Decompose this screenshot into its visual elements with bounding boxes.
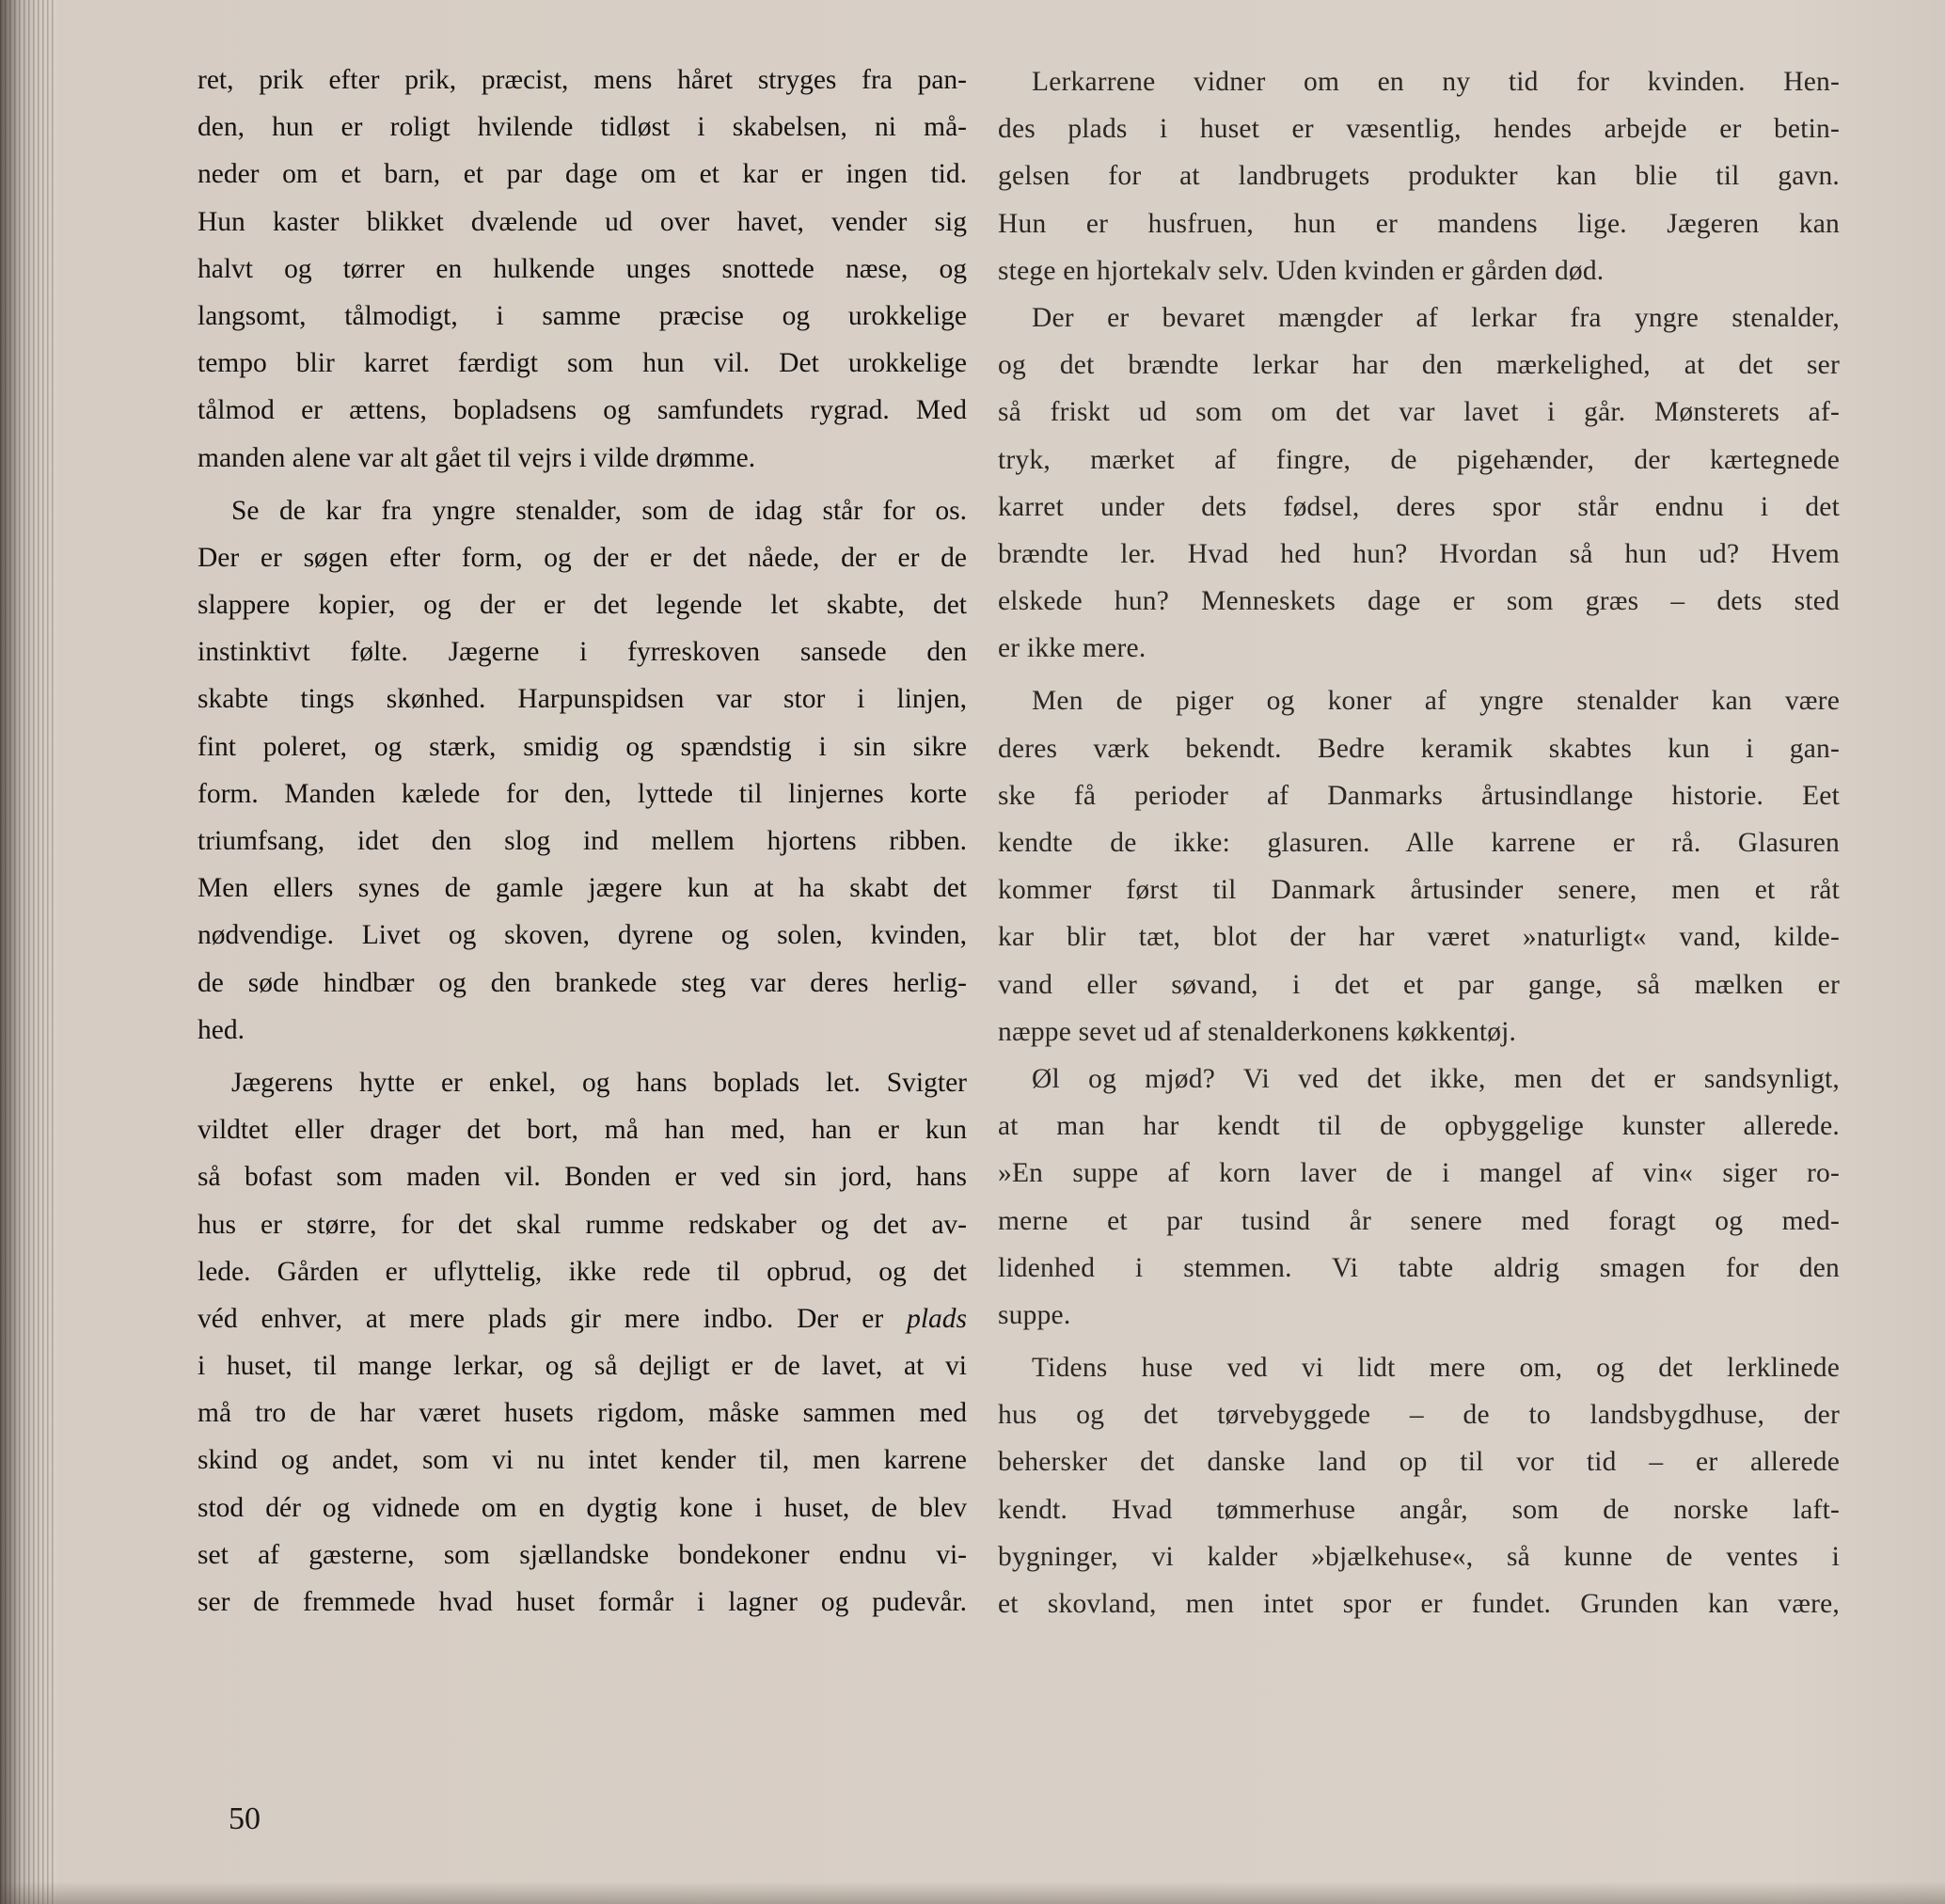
text-line: Tidens huse ved vi lidt mere om, og det lerklinede <box>1032 1353 1840 1384</box>
text-line: halvt og tørrer en hulkende unges snottede næse, og <box>198 253 967 284</box>
text-line: neder om et barn, et par dage om et kar er ingen tid. <box>198 159 967 190</box>
text-line: nødvendige. Livet og skoven, dyrene og solen, kvinden, <box>198 920 967 951</box>
text-line: manden alene var alt gået til vejrs i vilde drømme. <box>198 442 756 473</box>
text-line: stege en hjortekalv selv. Uden kvinden er gården død. <box>998 255 1605 286</box>
text-line: næppe sevet ud af stenalderkonens køkkentøj. <box>998 1016 1517 1047</box>
text-line: hed. <box>198 1014 245 1045</box>
text-line: ske få perioder af Danmarks årtusindlange historie. Eet <box>998 780 1840 811</box>
text-line-with-italic <box>198 1295 967 1342</box>
text-line: i huset, til mange lerkar, og så dejligt er de lavet, at vi <box>198 1351 967 1382</box>
text-line: så bofast som maden vil. Bonden er ved sin jord, hans <box>198 1162 967 1193</box>
text-line: tryk, mærket af fingre, de pigehænder, der kærtegnede <box>998 444 1840 475</box>
text-line: tålmod er ættens, bopladsens og samfundets rygrad. Med <box>198 395 967 426</box>
text-line: lede. Gården er uflyttelig, ikke rede til opbrud, og det <box>198 1256 967 1287</box>
text-line: instinktivt følte. Jægerne i fyrreskoven sansede den <box>198 637 967 668</box>
text-line: deres værk bekendt. Bedre keramik skabtes kun i gan- <box>998 733 1840 764</box>
text-line: brændte ler. Hvad hed hun? Hvordan så hun ud? Hvem <box>998 538 1840 569</box>
text-line: gelsen for at landbrugets produkter kan blie til gavn. <box>998 161 1840 192</box>
text-line: form. Manden kælede for den, lyttede til linjernes korte <box>198 778 967 809</box>
text-line: så friskt ud som om det var lavet i går. Mønsterets af- <box>998 397 1840 428</box>
text-line: at man har kendt til de opbyggelige kunster allerede. <box>998 1111 1840 1142</box>
text-line: vand eller søvand, i det et par gange, så mælken er <box>998 969 1840 1000</box>
text-line: Se de kar fra yngre stenalder, som de idag står for os. <box>231 495 967 526</box>
text-line: stod dér og vidnede om en dygtig kone i huset, de blev <box>198 1492 967 1523</box>
text-line: kendte de ikke: glasuren. Alle karrene er rå. Glasuren <box>998 828 1840 858</box>
text-line: kommer først til Danmark årtusinder senere, men et råt <box>998 875 1840 906</box>
text-line: »En suppe af korn laver de i mangel af vin« siger ro- <box>998 1158 1840 1189</box>
text-line: hus og det tørvebyggede – de to landsbygdhuse, der <box>998 1400 1840 1431</box>
text-line: vildtet eller drager det bort, må han med, han er kun <box>198 1115 967 1146</box>
text-line: ret, prik efter prik, præcist, mens håret stryges fra pan- <box>198 65 967 95</box>
text-line: hus er større, for det skal rumme redskaber og det av- <box>198 1209 967 1240</box>
text-line: lidenhed i stemmen. Vi tabte aldrig smagen for den <box>998 1252 1840 1283</box>
text-line: skabte tings skønhed. Harpunspidsen var stor i linjen, <box>198 684 967 715</box>
italic-word: plads <box>907 1303 967 1334</box>
text-line: Men de piger og koner af yngre stenalder kan være <box>1032 686 1840 717</box>
page-bottom-shadow <box>0 1881 1945 1904</box>
text-line: slappere kopier, og der er det legende let skabte, det <box>198 590 967 621</box>
text-segment: véd enhver, at mere plads gir mere indbo. Der er <box>198 1303 908 1334</box>
text-line: kendt. Hvad tømmerhuse angår, som de norske laft- <box>998 1494 1840 1525</box>
text-line: Der er bevaret mængder af lerkar fra yngre stenalder, <box>1032 302 1840 333</box>
text-line: ser de fremmede hvad huset formår i lagner og pudevår. <box>198 1587 967 1617</box>
text-line: Der er søgen efter form, og der er det nåede, der er de <box>198 542 967 573</box>
text-line: des plads i huset er væsentlig, hendes arbejde er betin- <box>998 114 1840 145</box>
text-line: tempo blir karret færdigt som hun vil. Det urokkelige <box>198 348 967 379</box>
text-line: de søde hindbær og den brankede steg var deres herlig- <box>198 967 967 998</box>
left-column-text <box>198 56 967 1626</box>
text-line: Jægerens hytte er enkel, og hans boplads let. Svigter <box>231 1067 967 1098</box>
text-line: Men ellers synes de gamle jægere kun at ha skabt det <box>198 873 967 904</box>
text-line: et skovland, men intet spor er fundet. Grunden kan være, <box>998 1589 1840 1619</box>
text-line: behersker det danske land op til vor tid – er allerede <box>998 1447 1840 1478</box>
page-number: 50 <box>229 1801 261 1836</box>
text-line: Hun er husfruen, hun er mandens lige. Jægeren kan <box>998 208 1840 239</box>
text-line: Øl og mjød? Vi ved det ikke, men det er sandsynligt, <box>1032 1063 1840 1094</box>
text-line: skind og andet, som vi nu intet kender til, men karrene <box>198 1445 967 1476</box>
page-edge-stack <box>0 0 56 1904</box>
text-line: kar blir tæt, blot der har været »naturligt« vand, kilde- <box>998 922 1840 953</box>
text-line: fint poleret, og stærk, smidig og spændstig i sin sikre <box>198 731 967 762</box>
text-line: må tro de har været husets rigdom, måske sammen med <box>198 1398 967 1429</box>
text-line: bygninger, vi kalder »bjælkehuse«, så kunne de ventes i <box>998 1541 1840 1572</box>
text-line: suppe. <box>998 1299 1071 1330</box>
text-line: triumfsang, idet den slog ind mellem hjortens ribben. <box>198 826 967 856</box>
text-line: set af gæsterne, som sjællandske bondekoner endnu vi- <box>198 1539 967 1570</box>
text-line: elskede hun? Menneskets dage er som græs – dets sted <box>998 586 1840 617</box>
text-line: karret under dets fødsel, deres spor står endnu i det <box>998 491 1840 522</box>
text-line: langsomt, tålmodigt, i samme præcise og urokkelige <box>198 300 967 331</box>
text-line: Hun kaster blikket dvælende ud over havet, vender sig <box>198 206 967 237</box>
right-column-text <box>998 58 1840 1627</box>
text-line: og det brændte lerkar har den mærkelighed, at det ser <box>998 350 1840 381</box>
text-line: er ikke mere. <box>998 633 1146 664</box>
text-line: merne et par tusind år senere med foragt og med- <box>998 1205 1840 1236</box>
text-line: Lerkarrene vidner om en ny tid for kvinden. Hen- <box>1032 67 1840 97</box>
text-line: den, hun er roligt hvilende tidløst i skabelsen, ni må- <box>198 112 967 143</box>
